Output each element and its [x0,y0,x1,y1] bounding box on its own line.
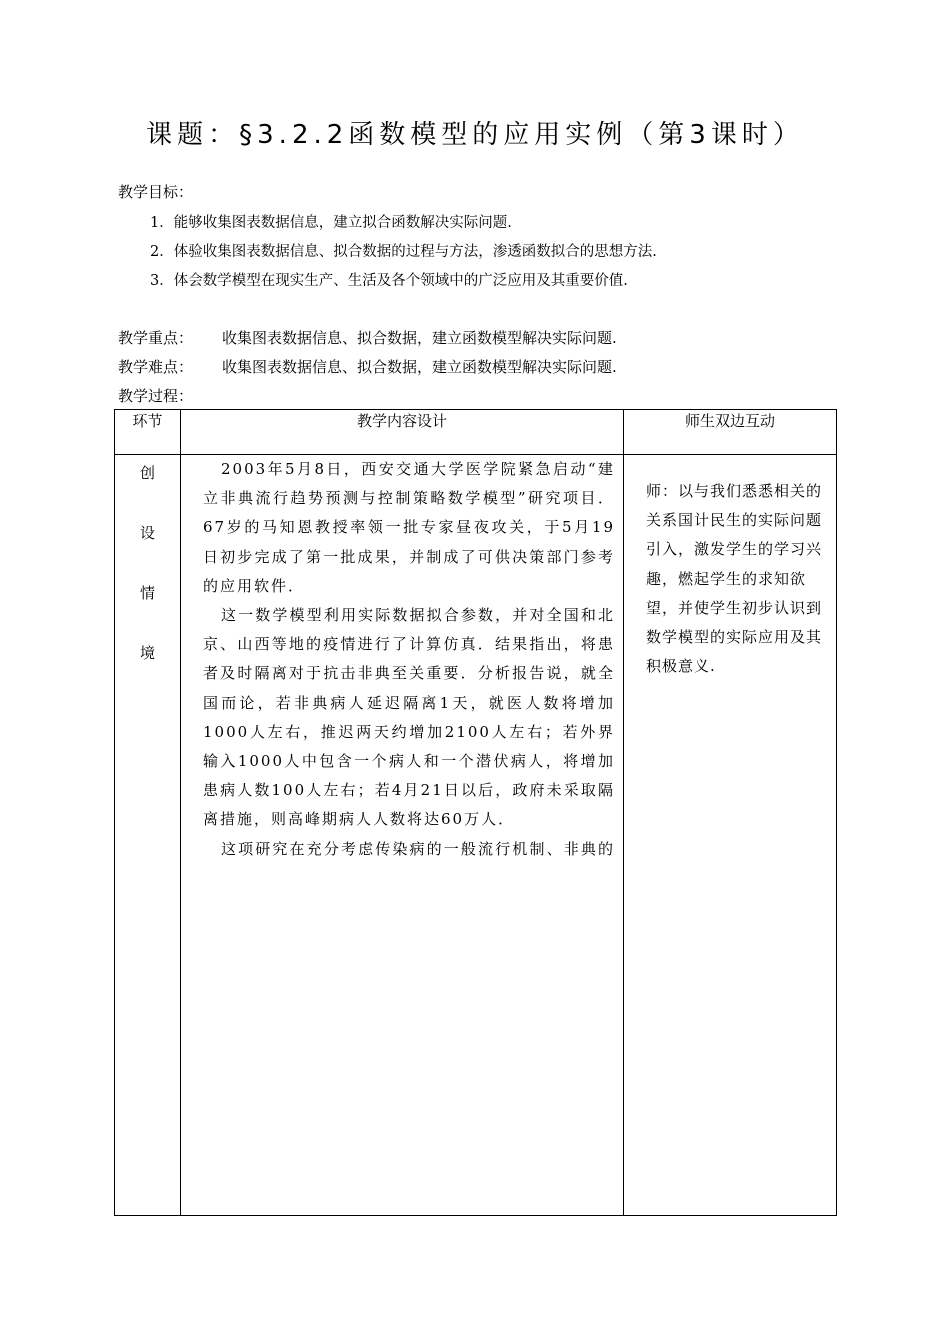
header-stage: 环节 [115,410,181,455]
difficult-point-label: 教学难点： [118,358,194,376]
key-point-value: 收集图表数据信息、拟合数据，建立函数模型解决实际问题. [222,329,617,347]
page-title: 课题：§3.2.2函数模型的应用实例（第3课时） [146,120,804,150]
objective-item: 1．能够收集图表数据信息，建立拟合函数解决实际问题. [150,215,512,231]
content-cell [181,455,624,1216]
content-paragraph: 这项研究在充分考虑传染病的一般流行机制、非典的 [221,839,615,858]
objective-item: 3．体会数学模型在现实生产、生活及各个领域中的广泛应用及其重要价值. [150,273,628,289]
stage-char: 境 [139,644,155,662]
header-content: 教学内容设计 [181,410,624,455]
header-interaction: 师生双边互动 [624,410,837,455]
objectives-label: 教学目标： [118,183,194,201]
process-label: 教学过程： [118,387,194,405]
stage-cell [115,455,181,1216]
process-table [114,409,837,1216]
key-point [118,327,617,348]
teacher-note: 师：以与我们悉悉相关的关系国计民生的实际问题引入，激发学生的学习兴趣，燃起学生的求知欲望，并使学生初步认识到数学模型的实际应用及其积极意义. [624,455,837,1216]
difficult-point [118,356,617,377]
key-point-label: 教学重点： [118,329,194,347]
table-row [115,455,837,1216]
objective-item: 2．体验收集图表数据信息、拟合数据的过程与方法，渗透函数拟合的思想方法. [150,244,657,260]
stage-char: 设 [139,524,155,542]
content-paragraph: 2003年5月8日，西安交通大学医学院紧急启动“建立非典流行趋势预测与控制策略数学模型”研究项目．67岁的马知恩教授率领一批专家昼夜攻关，于5月19日初步完成了第一批成果，并制成了可供决策部门参考的应用软件． [203,460,615,595]
content-paragraph: 这一数学模型利用实际数据拟合参数，并对全国和北京、山西等地的疫情进行了计算仿真．结果指出，将患者及时隔离对于抗击非典至关重要．分析报告说，就全国而论，若非典病人延迟隔离1天，就医人数将增加1000人左右，推迟两天约增加2100人左右；若外界输入1000人中包含一个病人和一个潜伏病人，将增加患病人数100人左右；若4月21日以后，政府未采取隔离措施，则高峰期病人人数将达60万人． [203,606,615,829]
stage-char: 创 [139,464,155,482]
difficult-point-value: 收集图表数据信息、拟合数据，建立函数模型解决实际问题. [222,358,617,376]
stage-char: 情 [139,584,155,602]
table-header-row [115,410,837,455]
